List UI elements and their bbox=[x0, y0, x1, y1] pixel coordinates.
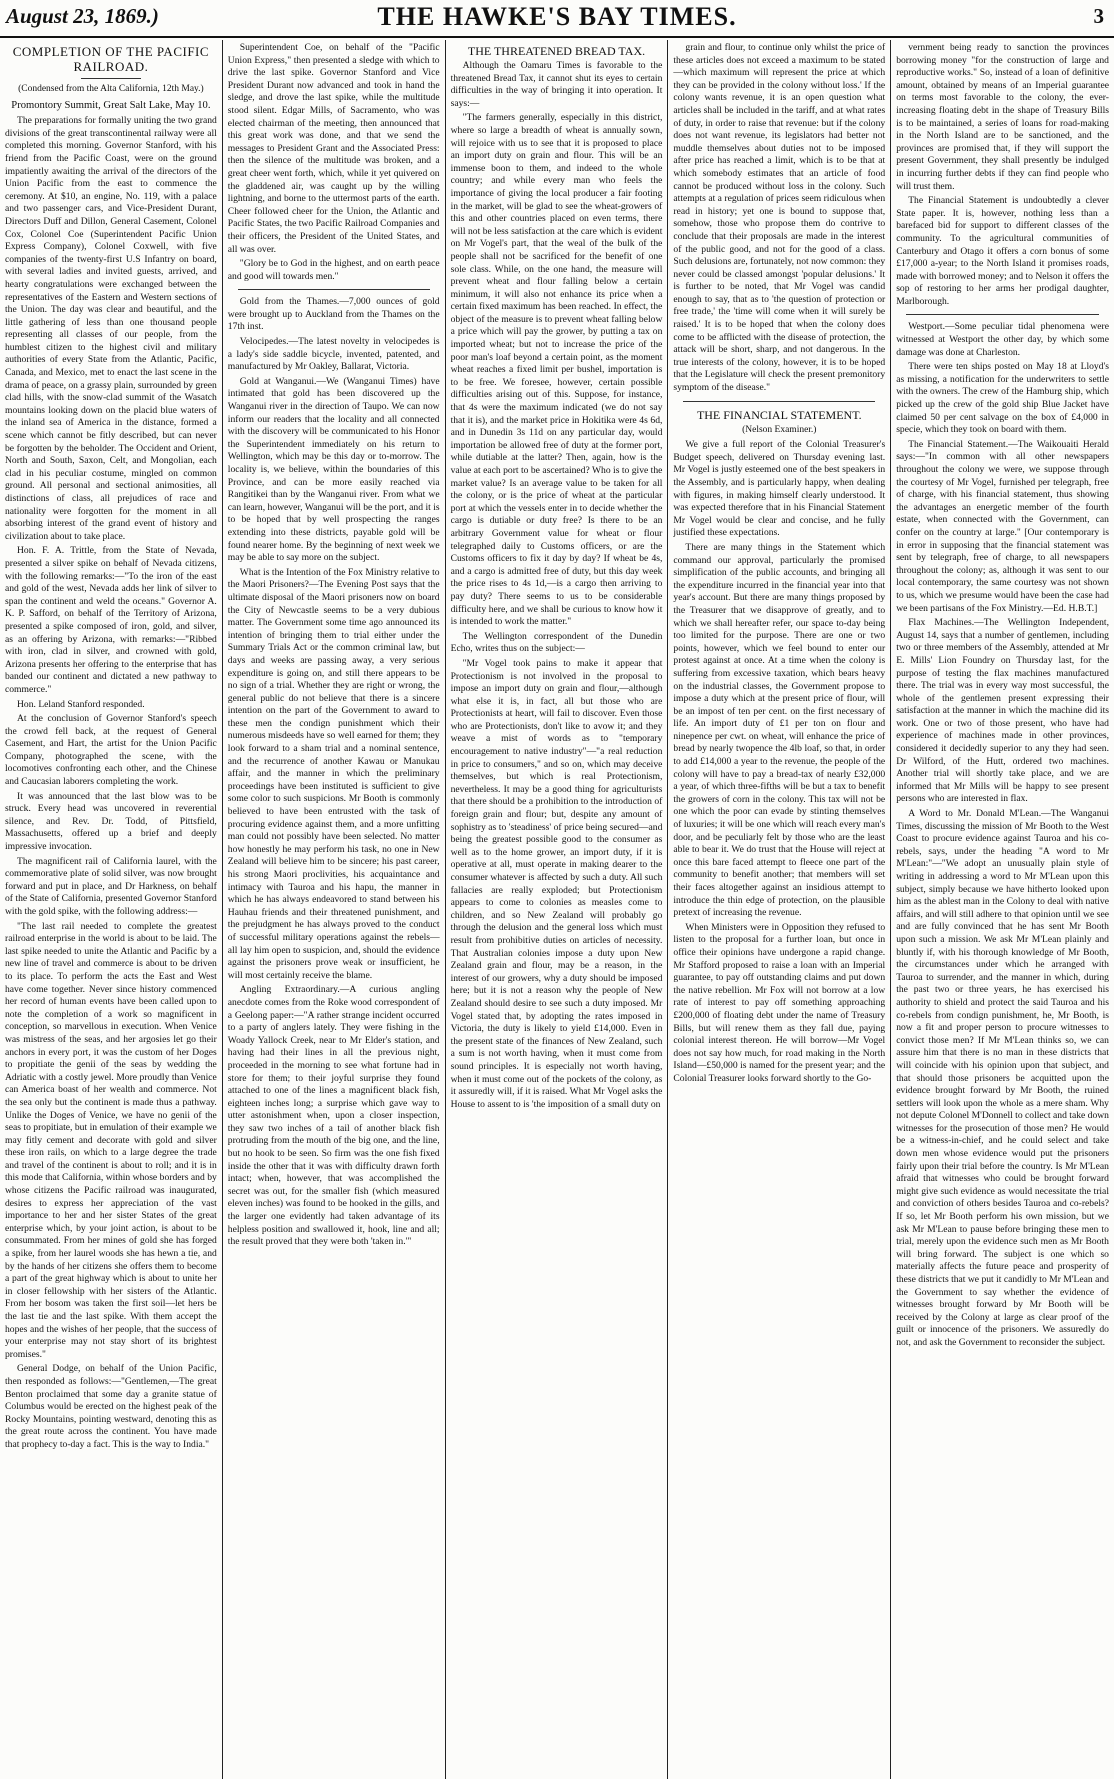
paragraph: Angling Extraordinary.—A curious angling anecdote comes from the Roke wood correspondent of a Geelong paper:—"A rather strange incident occurred to a party of anglers lately. They were fishing in the Woady Yallock Creek, near to Mr Elder's station, and having had their lines in all the previous night, proceeded in the morning to see what fortune had in store for them; to their joyful surprise they found attached to one of the lines a magnificent black fish, eighteen inches long; a surprise which gave way to utter astonishment when, upon a closer inspection, they saw two inches of a tail of another black fish protruding from the mouth of the big one, and the line, but no hook to be seen. So firm was the one fish fixed inside the other that it was with difficulty drawn forth intact; when, however, that was accomplished the secret was out, for the smaller fish (which measured eleven inches) was found to be hooked in the gills, and the larger one evidently had taken advantage of its helpless position and swallowed it, hook, line and all; the result proved that they were both 'taken in.'" bbox=[227, 984, 440, 1248]
paragraph: "The farmers generally, especially in this district, where so large a breadth of wheat is annually sown, will rejoice with us to see that it is proposed to place an import duty on grain and flour. This will be an immense boon to them, and indeed to the whole country; and while every man who feels the importance of giving the local producer a fair footing in the market, will be glad to see the wheat-growers of this and other countries placed on even terms, there will not be less satisfaction at the care which is evident on Mr Vogel's part, that the weal of the bulk of the people shall not be sacrificed for the benefit of one sole class. While, on the one hand, the measure will prevent wheat and flour falling below a certain minimum, it will also not enhance its price when a certain fixed maximum has been reached. In effect, the object of the measure is to prevent wheat falling below a price which will pay the grower, by putting a tax on imported wheat; but not to increase the price of the poor man's loaf beyond a certain point, as the moment wheat reaches a fixed limit per bushel, importation is to be free. We foresee, however, certain possible difficulties arising out of this. Suppose, for instance, that 4s were the maximum indicated (we do not say that it is), and the market price in Hokitika were 4s 6d, and in Dunedin 3s 11d on any particular day, would importation be allowed free of duty at the former port, while dutiable at the latter? Then, again, how is the value at each port to be ascertained? Who is to give the market value? Is an average value to be taken for all the colony, or is the price of wheat at the particular port at which the vessels enter in to decide whether the cargo is dutiable or duty free? Is there to be an arbitrary Government value for wheat or flour telegraphed daily to Customs officers, or are the Customs officers to fix it day by day? If wheat be 4s, and a cargo is admitted free of duty, but this day week the price rises to 4s 1d,—is a cargo then arriving to pay duty? There seems to us to be considerable difficulty here, and we shall be curious to know how it is intended to work the matter." bbox=[450, 112, 663, 628]
column-4 bbox=[668, 40, 891, 1779]
article-source: (Nelson Examiner.) bbox=[742, 424, 817, 435]
page-number: 3 bbox=[1093, 4, 1104, 28]
paragraph: "Glory be to God in the highest, and on earth peace and good will towards men." bbox=[227, 258, 440, 282]
columns bbox=[0, 40, 1114, 1779]
article-heading-bread-tax: THE THREATENED BREAD TAX. bbox=[467, 44, 646, 58]
article-heading-financial-statement: THE FINANCIAL STATEMENT. bbox=[696, 407, 862, 422]
column-2 bbox=[223, 40, 446, 1779]
column-5 bbox=[891, 40, 1114, 1779]
paragraph: We give a full report of the Colonial Treasurer's Budget speech, delivered on Thursday evening last. Mr Vogel is justly esteemed one of the best speakers in the Assembly, and is particularly happy, when dealing with figures, in making himself clearly understood. It was expected therefore that in his Financial Statement Mr Vogel would be clear and concise, and he fully justified these expectations. bbox=[673, 439, 886, 539]
paragraph: Westport.—Some peculiar tidal phenomena were witnessed at Westport the other day, by which some damage was done at Charleston. bbox=[896, 321, 1109, 358]
paragraph: Hon. Leland Stanford responded. bbox=[17, 698, 145, 710]
paragraph: The Financial Statement.—The Waikouaiti Herald says:—"In common with all other newspapers throughout the colony we were, we suppose through the courtesy of Mr Vogel, furnished per telegraph, free of charge, with his financial statement, thus showing the advantages an energetic member of the fourth estate, when connected with the Government, can confer on the country at large." [Our contemporary is in error in supposing that the financial statement was sent by telegraph, free of charge, to all newspapers throughout the colony; as, although it was sent to our local contemporary, the same courtesy was not shown to us, which we presume would have been the case had we been partisans of the Fox Ministry.—Ed. H.B.T.] bbox=[896, 438, 1109, 614]
paragraph: General Dodge, on behalf of the Union Pacific, then responded as follows:—"Gentlemen,—The great Benton proclaimed that some day a granite statue of Columbus would be erected on the highest peak of the Rocky Mountains, pointing westward, denoting this as the great route across the continent. You have made that prophecy to-day a fact. This is the way to India." bbox=[5, 1363, 217, 1450]
paragraph: There were ten ships posted on May 18 at Lloyd's as missing, a notification for the underwriters to settle with the owners. The crew of the Hamburg ship, which picked up the crew of the gold ship Blue Jacket have claimed 50 per cent salvage on the box of £4,000 in specie, which they took on board with them. bbox=[896, 361, 1109, 436]
article-dateline: Promontory Summit, Great Salt Lake, May 10. bbox=[11, 99, 211, 111]
newspaper-title: THE HAWKE'S BAY TIMES. bbox=[377, 2, 737, 31]
paragraph: Gold from the Thames.—7,000 ounces of gold were brought up to Auckland from the Thames on the 17th inst. bbox=[227, 296, 440, 333]
divider bbox=[81, 78, 141, 79]
paragraph: Superintendent Coe, on behalf of the "Pacific Union Express," then presented a sledge with which to drive the last spike. Governor Stanford and Vice President Durant now advanced and took in hand the sledge, and drove the last spike, while the multitude stood silent. Edgar Mills, of Sacramento, who was elected chairman of the meeting, then announced that this great work was done, and that we send the messages to President Grant and the Associated Press: then the silence of the multitude was broken, and a great cheer went forth, which, while it yet quivered on the gladdened air, was caught up by the willing lightning, and borne to the uttermost parts of the earth. Cheer followed cheer for the Union, the Atlantic and Pacific States, the two Pacific Railroad Companies and their officers, the President of the United States, and all was over. bbox=[227, 42, 440, 255]
column-3 bbox=[446, 40, 669, 1779]
paragraph: Flax Machines.—The Wellington Independent, August 14, says that a number of gentlemen, including two or three members of the Assembly, attended at Mr E. Mills' Lion Foundry on Thursday last, for the purpose of testing the flax machines manufactured there. The trial was in every way most successful, the whole of the gentlemen present expressing their satisfaction at the manner in which the machine did its work. One or two of those present, who have had experience of machines made in other provinces, considered it decidedly superior to any they had seen. Dr Wilford, of the Hutt, ordered two machines. Another trial will shortly take place, and we are informed that Mr Mills will be happy to see present persons who are interested in flax. bbox=[896, 617, 1109, 805]
paragraph: When Ministers were in Opposition they refused to listen to the proposal for a further loan, but once in office their opinions have undergone a rapid change. Mr Stafford proposed to raise a loan with an Imperial guarantee, to pay off outstanding claims and put down the native rebellion. Mr Fox will not borrow at a low rate of interest to pay off something approaching £200,000 of floating debt under the name of Treasury Bills, but will renew them as they fall due, paying colonial interest thereon. He will borrow—Mr Vogel does not say how much, for road making in the North Island—£50,000 is named for the present year; and the Colonial Treasurer looks forward shortly to the Go- bbox=[673, 921, 886, 1084]
paragraph: The magnificent rail of California laurel, with the commemorative plate of solid silver, was now brought forward and put in place, and Dr Harkness, on behalf of the State of California, presented Governor Stanford with the gold spike, with the following address:— bbox=[5, 855, 217, 917]
divider bbox=[683, 401, 875, 402]
paragraph: grain and flour, to continue only whilst the price of these articles does not exceed a maximum to be stated—which maximum will represent the price at which they can be provided in the colony without loss.' If the colony wants revenue, it is an open question what articles shall be included in the tariff, and at what rates of duty, in order to raise that revenue: but if the colony does not want revenue, its legislators had better not muddle themselves about duties not to be imposed after price has reached a limit, which is to be that at which somebody estimates that an article of food cannot be produced without loss in the colony. Such attempts at a regulation of prices seem ridiculous when read in history; yet one is bound to suppose that, somehow, those who propose them do contrive to conclude that their proposals are made in the interest of the public good, and not for the good of a class. Such delusions are, fortunately, not now common: they never could be classed amongst 'popular delusions.' It is further to be noted, that Mr Vogel was candid enough to say, that as to 'the question of protection or free trade,' the 'time will come when it will surely be raised.' It is to be hoped that when the colony does come to be afflicted with the disease of protection, the attack will be short, sharp, and not dangerous. In the true interests of the colony, however, it is to be hoped that the Legislature will check the present premonitory symptom of the disease." bbox=[673, 42, 886, 394]
divider bbox=[238, 289, 430, 290]
paragraph: Hon. F. A. Trittle, from the State of Nevada, presented a silver spike on behalf of Nevada citizens, with the following remarks:—"To the iron of the east and gold of the west, Nevada adds her link of silver to span the continent and weld the oceans." Governor A. K. P. Safford, on behalf of the Territory of Arizona, presented a spike composed of iron, gold, and silver, as an offering by Arizona, with remarks:—"Ribbed with iron, clad in silver, and crowned with gold, Arizona presents her offering to the enterprise that has banded our continent and dictated a new pathway to commerce." bbox=[5, 545, 217, 695]
paragraph: Velocipedes.—The latest novelty in velocipedes is a lady's side saddle bicycle, invented, patented, and manufactured by Mr Oakley, Ballarat, Victoria. bbox=[227, 336, 440, 373]
masthead bbox=[0, 0, 1114, 38]
issue-date: August 23, 1869.) bbox=[6, 4, 159, 28]
article-heading-pacific-railroad: COMPLETION OF THE PACIFIC RAILROAD. bbox=[12, 44, 210, 74]
paragraph: Although the Oamaru Times is favorable to the threatened Bread Tax, it cannot shut its eyes to certain difficulties in the way of bringing it into operation. It says:— bbox=[450, 60, 663, 109]
paragraph: It was announced that the last blow was to be struck. Every head was uncovered in reverential silence, and Rev. Dr. Todd, of Pittsfield, Massachusetts, offered up a brief and deeply impressive invocation. bbox=[5, 790, 217, 853]
paragraph: The Financial Statement is undoubtedly a clever State paper. It is, however, nothing less than a barefaced bid for support to different classes of the community. To the agricultural communities of Canterbury and Otago it offers a corn bonus of some £17,000 a-year; to the North Island it promises roads, made with borrowed money; and to Nelson it offers the sop of restoring to her arms her prodigal daughter, Marlborough. bbox=[896, 195, 1109, 307]
paragraph: There are many things in the Statement which command our approval, particularly the promised simplification of the public accounts, and bringing all the expenditure incurred in the financial year into that year's account. But there are many things proposed by the Treasurer that we disapprove of greatly, and to which we shall hereafter refer, our space to-day being too limited for the purpose. There are one or two points, however, which we feel bound to enter our protest against at once. At a time when the colony is suffering from excessive taxation, which bears heavy on the industrial classes, the Government propose to impose a duty which at the present price of flour, will be an impost of ten per cent. on the first necessary of life. An import duty of £1 per ton on flour and ninepence per cwt. on wheat, will enhance the price of bread by nearly twopence the 4lb loaf, so that, in order to add £14,000 a year to the revenue, the people of the colony will have to pay a bread-tax of nearly £32,000 a year, of which three-fifths will be but a tax to benefit the growers of corn in the colony. This tax will not be one which the poor can evade by stinting themselves of luxuries; it will be one which will reach every man's door, and be peculiarly felt by those who are the least able to bear it. We do trust that the House will reject at once this bare faced attempt to fleece one part of the community to benefit another; that members will set their faces altogether against an insidious attempt to introduce the thin edge of protection, on the plausible pretext of increasing the revenue. bbox=[673, 541, 886, 919]
paragraph: "The last rail needed to complete the greatest railroad enterprise in the world is about to be laid. The last spike needed to unite the Atlantic and Pacific by a new line of travel and commerce is about to be driven to its place. To perform the acts the East and West have come together. Never since history commenced her record of human events have been called upon to note the completion of a work so magnificent in conception, so marvellous in execution. When Venice was mistress of the seas, and her argosies let go their anchors in every port, it was the custom of her Doges to propitiate the genii of the seas by wedding the Adriatic with a costly jewel. More proudly than Venice can America boast of her wealth and commerce. Not the sea only but the continent is made thus a pathway. Unlike the Doges of Venice, we have no genii of the seas to propitiate, but in emulation of their example we may fitly cement and decorate with gold and silver these iron rails, on which to a large degree the trade and travel of the continent is about to roll; and it is in this mode that California, within whose borders and by whose citizens the Pacific railroad was inaugurated, desires to express her appreciation of the vast importance to her and her sister States of the great enterprise which, by your joint action, is about to be consummated. From her mines of gold she has forged a spike, from her laurel woods she has hewn a tie, and by the hands of her citizens she offers them to become a part of the great highway which is about to unite her in closer fellowship with her sisters of the Atlantic. From her bosom was taken the first soil—let hers be the last tie and the last spike. With them accept the hopes and the wishes of her people, that the success of your enterprise may not stay short of its brightest promises." bbox=[5, 920, 217, 1360]
paragraph: The preparations for formally uniting the two grand divisions of the great transcontinental railway were all completed this morning. Governor Stanford, with his friend from the Pacific Coast, were on the ground impatiently awaiting the arrival of the directors of the Union Pacific from the east to commence the ceremony. At $10, an engine, No. 119, with a palace and two passenger cars, and Vice-President Durant, Directors Duff and Dillon, General Casement, Colonel Cox, Colonel Coe (Superintendent Pacific Union Express Company), Colonel Coxwell, with five companies of the twenty-first U.S Infantry on board, with several ladies and invited guests, arrived, and hearty congratulations were exchanged between the representatives of the Eastern and Western sections of the Union. The day was clear and beautiful, and the little gathering of less than one thousand people representing all classes of our people, from the humblest citizen to the highest civil and military authorities of every State from the Atlantic, Pacific, Canada, and Mexico, met to enact the last scene in the drama of peace, on a grassy plain, surrounded by green clad hills, with the snow-clad summit of the Wasatch mountains looking down on the placid blue waters of the inland sea of America in the distance, formed a scene which cannot be fitly described, but can never be forgotten by the beholder. The Occident and Orient, North and South, Saxon, Celt, and Mongolian, each clad in his peculiar costume, mingled on common ground. All personal and sectional animosities, all distinctions of class, all prejudices of race and nationality were forgotten for the moment in all absorbing interest of the grand event of history and civilization about to take place. bbox=[5, 115, 217, 542]
paragraph: At the conclusion of Governor Stanford's speech the crowd fell back, at the request of General Casement, and Hart, the artist for the Union Pacific Company, photographed the scene, with the locomotives confronting each other, and the Chinese and Caucasian laborers completing the work. bbox=[5, 713, 217, 788]
article-source: (Condensed from the Alta California, 12th May.) bbox=[18, 84, 204, 94]
paragraph: "Mr Vogel took pains to make it appear that Protectionism is not involved in the proposal to impose an import duty on grain and flour,—although what else it is, in fact, all but those who are Protectionists at heart, will fail to discover. Even those who are Protectionists, don't like to avow it; and they weave a mist of words as to "temporary encouragement to native industry"—"a real reduction in price to consumers," and so on, which may deceive themselves, but which is real Protectionism, nevertheless. It may be a good thing for agriculturists that there should be a prohibition to the introduction of foreign grain and flour; but, despite any amount of sophistry as to 'steadiness' of price being secured—and being the greatest possible good to the consumer as well as to the home grower, an import duty, if it is operative at all, must operate in making dearer to the consumer whatever is affected by such a duty. All such fallacies are really exploded; but Protectionism appears to come to colonies as measles come to children, and so New Zealand will probably go through the delusion and the general loss which must result from prohibitive duties on articles of necessity. That Australian colonies impose a duty upon New Zealand grain and flour, may be a reason, in the interest of our growers, why a duty should be imposed here; but it is not a reason why the people of New Zealand should desire to see such a duty imposed. Mr Vogel stated that, by adopting the rates imposed in Victoria, the duty is likely to yield £14,000. Even in the present state of the finances of New Zealand, such a sum is not worth having, when it must come from sound principles. It is especially not worth having, when it must come out of the pockets of the colony, as it assuredly will, if it is raised. What Mr Vogel asks the House to assent to is 'the imposition of a small duty on bbox=[450, 657, 663, 1110]
paragraph: What is the Intention of the Fox Ministry relative to the Maori Prisoners?—The Evening Post says that the ultimate disposal of the Maori prisoners now on board the City of Newcastle seems to be a very dubious matter. The Government some time ago announced its intention of bringing them to trial either under the Summary Trials Act or the common criminal law, but days and weeks are passing away, a very serious expenditure is going on, and still there appears to be no sign of a trial. Whether they are right or wrong, the general public do not believe that there is a sincere intention on the part of the Government to award to these men the condign punishment which their numerous misdeeds have so well earned for them; they look forward to a sham trial and a nominal sentence, and the recurrence of another Kawau or Manukau affair, and the manner in which the preliminary proceedings have been instituted is sufficient to give some color to such suspicions. Mr Booth is commonly believed to have been entrusted with the task of procuring evidence against them, and a more unfitting man could not possibly have been selected. No matter how honestly he may perform his task, no one in New Zealand will believe him to be sincere; his past career, his strong Maori proclivities, his acquaintance and intimacy with Tauroa and his hapu, the manner in which he has always endeavored to stand between his Hauhau friends and their threatened punishment, and the prejudgment he has always proved to the conduct of successful military operations against the rebels—all lay him open to suspicion, and, should the evidence against the prisoners prove weak or insufficient, he will most certainly receive the blame. bbox=[227, 566, 440, 981]
divider bbox=[906, 314, 1099, 315]
paragraph: A Word to Mr. Donald M'Lean.—The Wanganui Times, discussing the mission of Mr Booth to the West Coast to procure evidence against Tauroa and his co-rebels, says, under the heading "A word to Mr M'Lean:"—"We adopt an unusually plain style of writing in addressing a word to Mr M'Lean upon this subject, simply because we have hitherto looked upon him as the ablest man in the Colony to deal with native affairs, and will still adhere to that opinion until we see and are fully convinced that he has sent Mr Booth upon such a mission. We ask Mr M'Lean plainly and bluntly if, with his thorough knowledge of Mr Booth, the circumstances under which he arranged with Tauroa to surrender, and the manner in which, during the past two or three years, he has exercised his authority to shield and protect the said Tauroa and his co-rebels from condign punishment, he, Mr Booth, is now a fit and proper person to procure witnesses to convict those men? If Mr M'Lean thinks so, we can assure him that there is no man in these districts that will coincide with his opinion upon that subject, and that should those prisoners be acquitted upon the evidence brought forward by Mr Booth, the ruined settlers will look upon the whole as a mere sham. Why not depute Colonel M'Donnell to collect and take down witnesses for the prosecution of those men? He would be a witness-in-chief, and he could select and take down men whose evidence would put the prisoners fairly upon their trial before the country. Is Mr M'Lean afraid that witnesses who could be brought forward might give such evidence as would necessitate the trial and conviction of others besides Tauroa and co-rebels? If so, let Mr Booth perform his own mission, but we ask Mr M'Lean to pause before bringing these men to trial, merely upon the evidence such men as Mr Booth will bring forward. The subject is one which so materially affects the future peace and prosperity of these districts that we put it candidly to Mr M'Lean and the Government to say whether the evidence of witnesses brought forward by Mr Booth will be received by the Colony at large as clear proof of the guilt or innocence of the prisoners. We assuredly do not, and ask the Government to reconsider the subject. bbox=[896, 808, 1109, 1348]
column-1 bbox=[0, 40, 223, 1779]
paragraph: The Wellington correspondent of the Dunedin Echo, writes thus on the subject:— bbox=[450, 630, 663, 655]
paragraph: Gold at Wanganui.—We (Wanganui Times) have intimated that gold has been discovered up the Wanganui river in the direction of Taupo. We can now inform our readers that the locality and all connected with the discovery will be communicated to his Honor the Superintendent immediately on his return to Wellington, which may be this day or to-morrow. The locality is, we believe, within the boundaries of this Province, and can be more easily reached via Rangitikei than by the Wanganui river. From what we can learn, however, Wanganui will be the port, and it is to be hoped that by well prospecting the ranges extending into these districts, payable gold will be found nearer home. By the beginning of next week we may be able to say more on the subject. bbox=[227, 375, 440, 564]
paragraph: vernment being ready to sanction the provinces borrowing money "for the construction of large and reproductive works." So, instead of a loan of definitive amount, obtained by means of an Imperial guarantee on terms most favorable to the colony, the ever-increasing floating debt in the shape of Treasury Bills is to be maintained, a series of loans for road-making in the North Island are to be sanctioned, and the provinces are promised that, if they will support the present Government, they shall presently be indulged in incurring further debts if they can find people who will trust them. bbox=[896, 42, 1109, 192]
